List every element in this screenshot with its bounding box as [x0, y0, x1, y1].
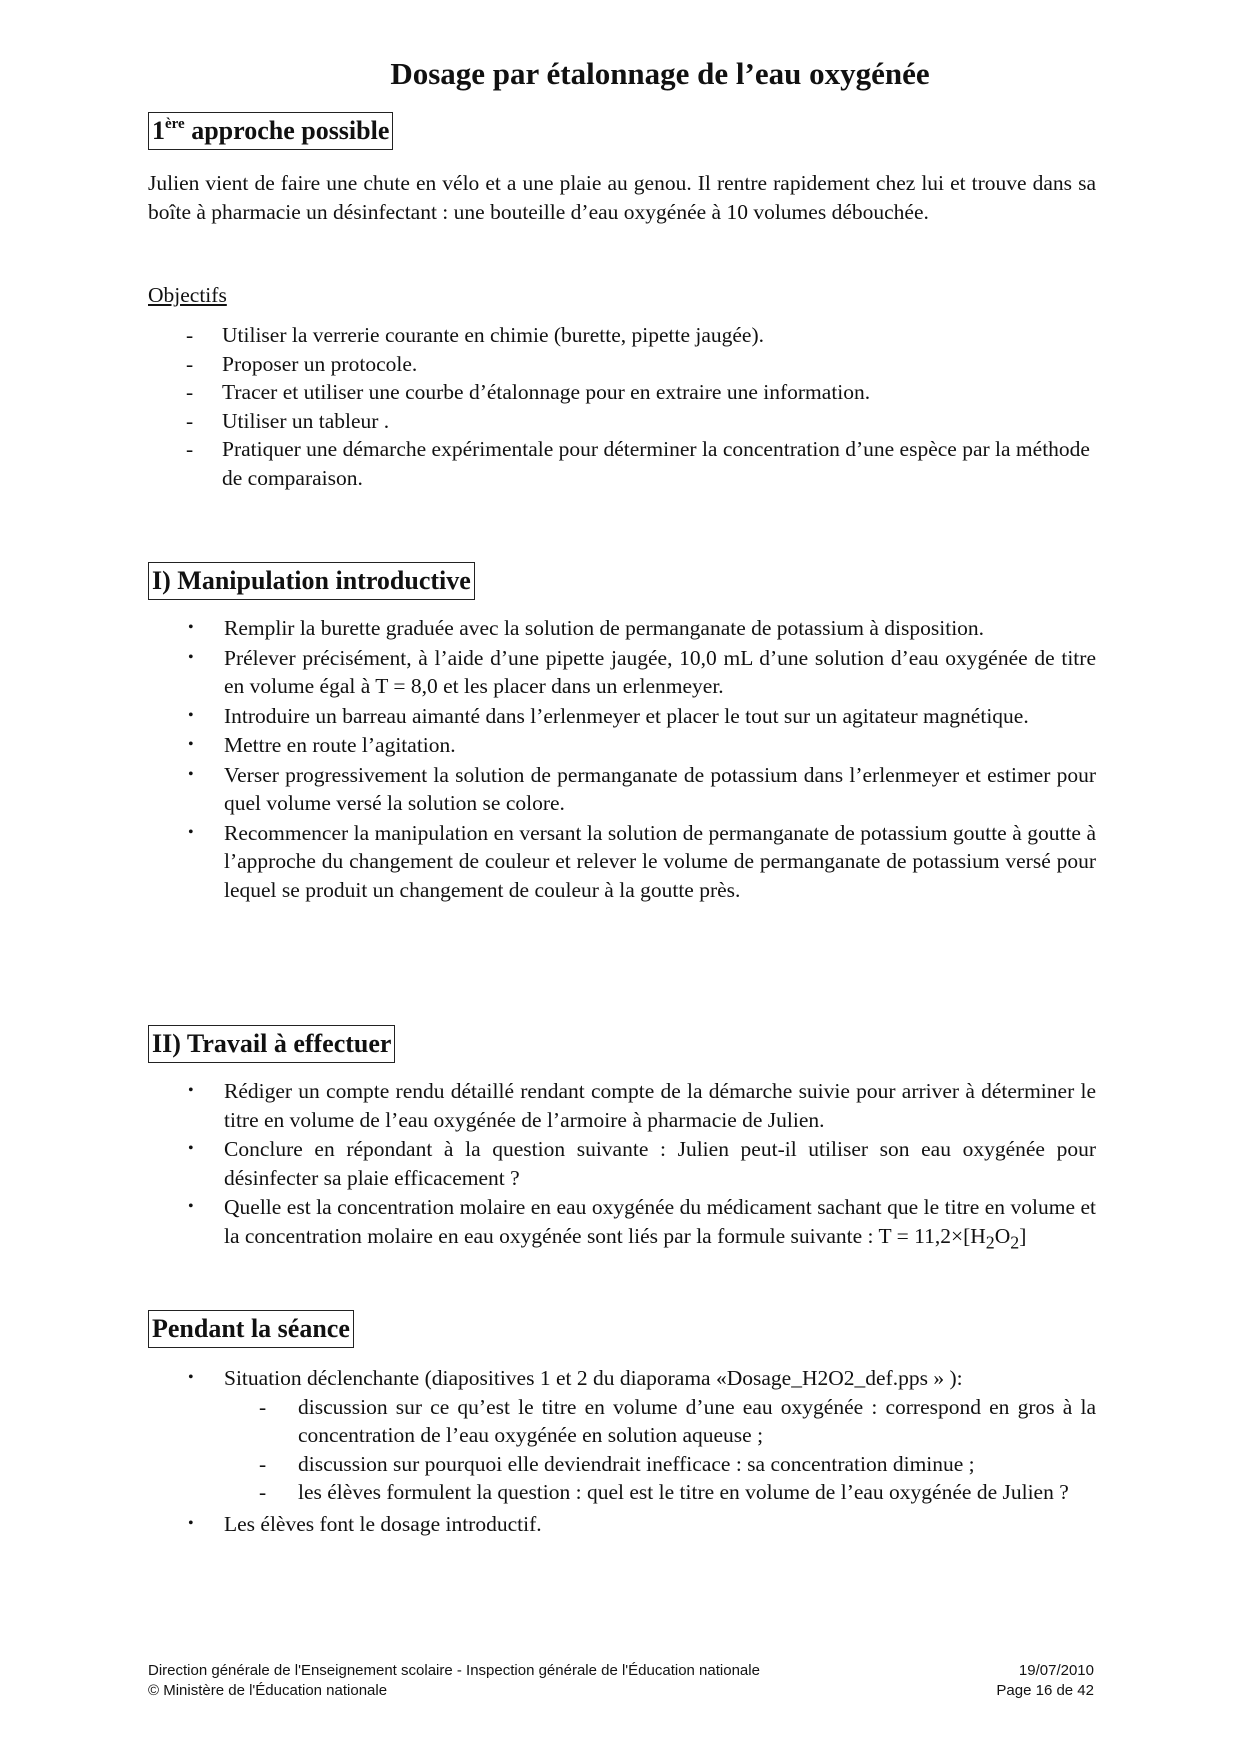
list-item — [148, 1135, 1096, 1192]
subitem-text: discussion sur ce qu’est le titre en volume d’une eau oxygénée : correspond en gros à la concentration de l’eau oxygénée en solution aqueuse ; — [298, 1394, 1096, 1447]
list-item — [148, 350, 1096, 379]
bullet-marker: • — [188, 619, 194, 636]
list-item — [148, 1510, 1096, 1539]
footer-date: 19/07/2010 — [1018, 1662, 1094, 1679]
footer-right — [996, 1661, 1094, 1701]
formula-item-text: Quelle est la concentration molaire en eau oxygénée du médicament sachant que le titre en volume et la concentration molaire en eau oxygénée sont liés par la formule suivante : T = 11,2×[H — [224, 1195, 1096, 1248]
list-item — [148, 1077, 1096, 1134]
sublist-item — [148, 1393, 1096, 1450]
list-item — [148, 644, 1096, 701]
objective-text: Proposer un protocole. — [222, 351, 418, 376]
item-text: Les élèves font le dosage introductif. — [224, 1511, 542, 1536]
objective-text: Pratiquer une démarche expérimentale pour déterminer la concentration d’une espèce par la méthode de comparaison. — [222, 437, 1090, 490]
bullet-marker: • — [188, 1082, 194, 1099]
section2-heading: II) Travail à effectuer — [148, 1025, 395, 1063]
subitem-text: les élèves formulent la question : quel est le titre en volume de l’eau oxygénée de Julien ? — [298, 1480, 1069, 1504]
dash-marker: - — [259, 1451, 267, 1476]
objective-text: Tracer et utiliser une courbe d’étalonnage pour en extraire une information. — [222, 380, 871, 404]
item-text: Verser progressivement la solution de permanganate de potassium dans l’erlenmeyer et estimer pour quel volume versé la solution se colore. — [224, 762, 1096, 815]
bullet-marker: • — [188, 1369, 194, 1386]
section3-heading: Pendant la séance — [148, 1310, 354, 1348]
bullet-marker: • — [188, 823, 194, 841]
formula-subscript: 2 — [985, 1231, 995, 1252]
footer-copyright: © Ministère de l'Éducation nationale — [148, 1682, 388, 1699]
item-text: Recommencer la manipulation en versant la solution de permanganate de potassium goutte à goutte à l’approche du changement de couleur et relever le volume de permanganate de potassium versé pour lequel se produit un changement de couleur à la goutte près. — [224, 820, 1096, 902]
item-text: Situation déclenchante (diapositives 1 et 2 du diaporama «Dosage_H2O2_def.pps » ): — [224, 1366, 963, 1390]
item-text: Remplir la burette graduée avec la solution de permanganate de potassium à disposition. — [224, 616, 985, 640]
dash-marker: - — [259, 1480, 267, 1504]
bullet-marker: • — [188, 1140, 194, 1157]
item-text: Introduire un barreau aimanté dans l’erlenmeyer et placer le tout sur un agitateur magnétique. — [224, 703, 1029, 728]
footer-page-number: Page 16 de 42 — [996, 1682, 1094, 1699]
bullet-marker: • — [188, 736, 194, 753]
list-item — [148, 614, 1096, 643]
list-item — [148, 1193, 1096, 1256]
dash-marker: - — [259, 1394, 267, 1419]
list-item — [148, 1364, 1096, 1393]
bullet-marker: • — [188, 765, 194, 783]
dash-marker: - — [186, 351, 194, 376]
section2-list — [148, 1077, 1096, 1256]
footer-institution: Direction générale de l'Enseignement scolaire - Inspection générale de l'Éducation nationale — [148, 1662, 760, 1679]
bullet-marker: • — [188, 1514, 194, 1532]
dash-marker: - — [186, 408, 194, 433]
list-item — [148, 761, 1096, 818]
dash-marker: - — [186, 437, 194, 461]
item-text: Mettre en route l’agitation. — [224, 733, 456, 757]
footer-left — [148, 1661, 760, 1701]
list-item — [148, 378, 1096, 407]
list-item — [148, 702, 1096, 731]
document-title: Dosage par étalonnage de l’eau oxygénée — [390, 56, 930, 91]
objective-text: Utiliser la verrerie courante en chimie (burette, pipette jaugée). — [222, 323, 765, 347]
item-text: Conclure en répondant à la question suivante : Julien peut-il utiliser son eau oxygénée pour désinfecter sa plaie efficacement ? — [224, 1137, 1096, 1190]
approach-superscript: ère — [165, 116, 185, 132]
bullet-marker: • — [188, 1198, 194, 1215]
bullet-marker: • — [188, 648, 194, 666]
bullet-marker: • — [188, 706, 194, 724]
objective-text: Utiliser un tableur . — [222, 408, 390, 433]
dash-marker: - — [186, 323, 194, 347]
intro-paragraph: Julien vient de faire une chute en vélo et a une plaie au genou. Il rentre rapidement chez lui et trouve dans sa boîte à pharmacie un désinfectant : une bouteille d’eau oxygénée à 10 volumes débouchée. — [148, 171, 1096, 224]
list-item — [148, 435, 1096, 492]
formula-end: ] — [1019, 1223, 1027, 1248]
formula-oxygen: O — [994, 1223, 1011, 1248]
section1-list — [148, 614, 1096, 904]
list-item — [148, 819, 1096, 905]
situation-sublist — [148, 1393, 1096, 1507]
objectives-label: Objectifs — [148, 283, 227, 307]
section1-heading: I) Manipulation introductive — [148, 562, 475, 600]
sublist-item — [148, 1478, 1096, 1507]
section3-list — [148, 1364, 1096, 1538]
list-item — [148, 321, 1096, 350]
item-text: Rédiger un compte rendu détaillé rendant compte de la démarche suivie pour arriver à déterminer le titre en volume de l’eau oxygénée de l’armoire à pharmacie de Julien. — [224, 1079, 1096, 1132]
dash-marker: - — [186, 380, 194, 404]
approach-label: approche possible — [184, 116, 390, 145]
sublist-item — [148, 1450, 1096, 1479]
subitem-text: discussion sur pourquoi elle deviendrait inefficace : sa concentration diminue ; — [298, 1451, 975, 1476]
list-item — [148, 731, 1096, 760]
approach-heading — [148, 112, 393, 150]
objectives-list — [148, 321, 1096, 492]
item-text: Prélever précisément, à l’aide d’une pipette jaugée, 10,0 mL d’une solution d’eau oxygénée de titre en volume égal à T = 8,0 et les placer dans un erlenmeyer. — [224, 645, 1096, 698]
formula-subscript: 2 — [1010, 1231, 1020, 1252]
approach-number: 1 — [152, 116, 165, 145]
list-item — [148, 407, 1096, 436]
